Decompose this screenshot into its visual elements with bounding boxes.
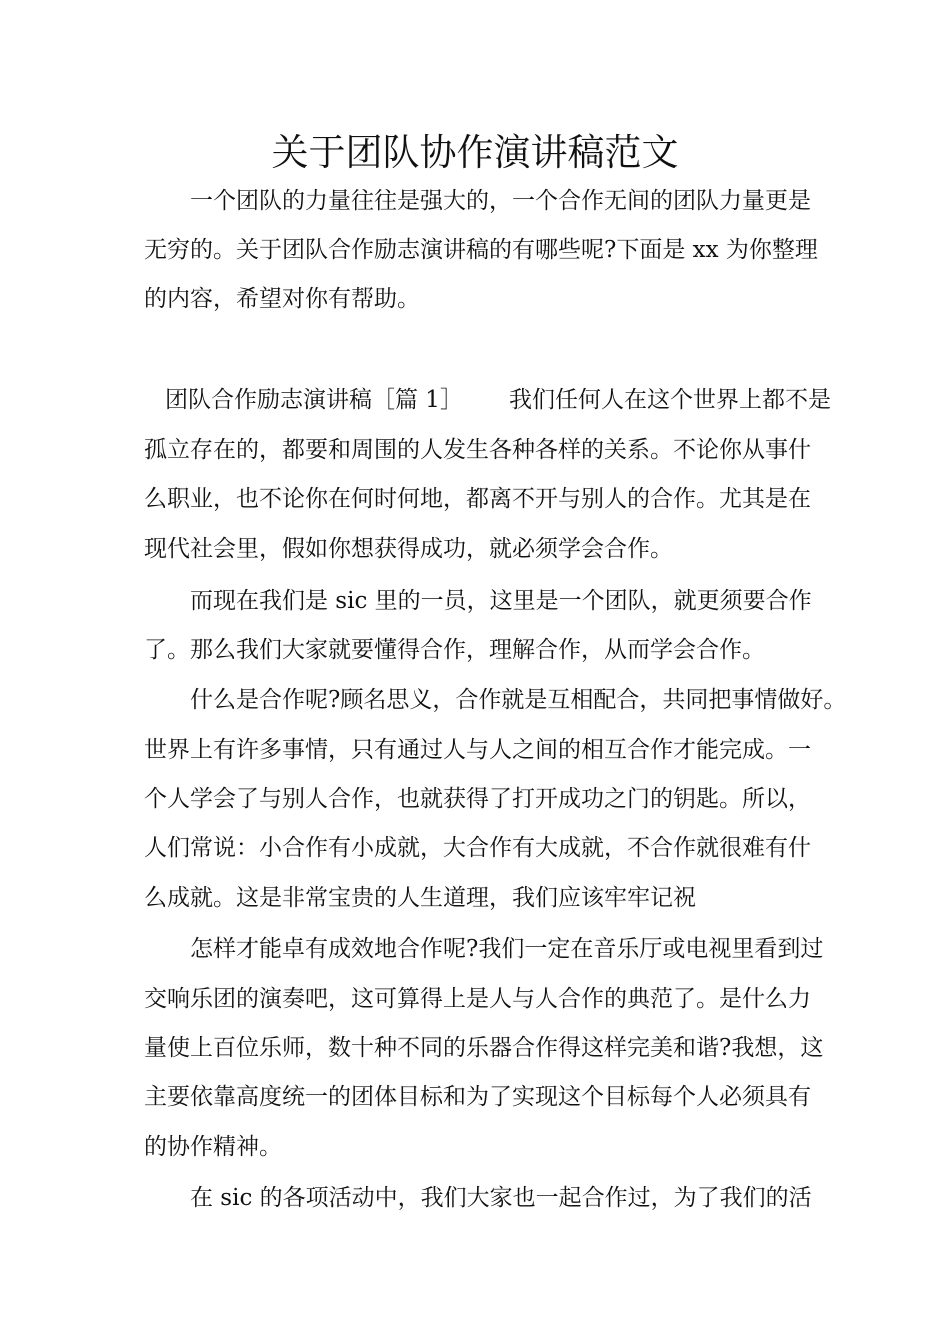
intro-line-1: 一个团队的力量往往是强大的，一个合作无间的团队力量更是 [190,188,811,214]
paragraph-3-line-1: 什么是合作呢?顾名思义，合作就是互相配合，共同把事情做好。 [190,687,847,713]
paragraph-4-line-2: 交响乐团的演奏吧，这可算得上是人与人合作的典范了。是什么力 [144,986,811,1012]
intro-line-2: 无穷的。关于团队合作励志演讲稿的有哪些呢?下面是 xx 为你整理 [144,237,818,263]
paragraph-1-line-4: 现代社会里，假如你想获得成功，就必须学会合作。 [144,536,673,562]
document-title: 关于团队协作演讲稿范文 [271,131,679,174]
paragraph-5-line-1: 在 sic 的各项活动中，我们大家也一起合作过，为了我们的活 [190,1185,812,1211]
section-heading: 团队合作励志演讲稿［篇 1］ [165,387,463,413]
paragraph-4-line-3: 量使上百位乐师，数十种不同的乐器合作得这样完美和谐?我想，这 [144,1035,824,1061]
paragraph-2-line-1: 而现在我们是 sic 里的一员，这里是一个团队，就更须要合作 [190,588,812,614]
paragraph-3-line-4: 人们常说：小合作有小成就，大合作有大成就，不合作就很难有什 [144,835,811,861]
paragraph-4-line-5: 的协作精神。 [144,1134,282,1160]
paragraph-4-line-1: 怎样才能卓有成效地合作呢?我们一定在音乐厅或电视里看到过 [190,936,824,962]
paragraph-1-start: 我们任何人在这个世界上都不是 [508,387,831,413]
paragraph-1-line-2: 孤立存在的，都要和周围的人发生各种各样的关系。不论你从事什 [144,437,811,463]
paragraph-2-line-2: 了。那么我们大家就要懂得合作，理解合作，从而学会合作。 [144,637,765,663]
intro-line-3: 的内容，希望对你有帮助。 [144,286,420,312]
paragraph-4-line-4: 主要依靠高度统一的团体目标和为了实现这个目标每个人必须具有 [144,1084,811,1110]
paragraph-3-line-2: 世界上有许多事情，只有通过人与人之间的相互合作才能完成。一 [144,737,811,763]
paragraph-1-line-3: 么职业，也不论你在何时何地，都离不开与别人的合作。尤其是在 [144,486,811,512]
paragraph-3-line-5: 么成就。这是非常宝贵的人生道理，我们应该牢牢记祝 [144,885,696,911]
section-heading-line [165,385,831,415]
paragraph-3-line-3: 个人学会了与别人合作，也就获得了打开成功之门的钥匙。所以， [144,786,811,812]
